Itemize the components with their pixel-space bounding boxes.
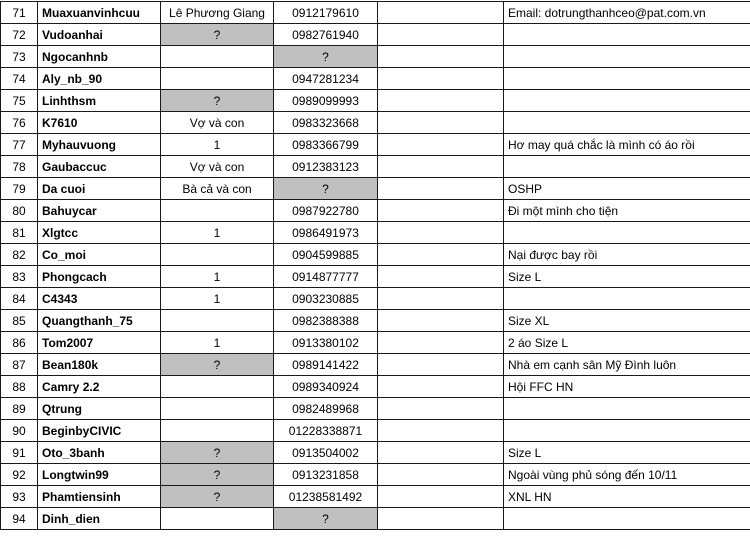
username-cell[interactable]: Myhauvuong [38,134,161,156]
note-cell[interactable] [504,222,750,244]
companion-cell[interactable]: 1 [161,222,274,244]
empty-cell[interactable] [378,178,504,200]
phone-cell[interactable]: 0989340924 [274,376,378,398]
row-number-cell[interactable]: 83 [1,266,38,288]
username-cell[interactable]: Ngocanhnb [38,46,161,68]
companion-cell[interactable]: ? [161,90,274,112]
empty-cell[interactable] [378,90,504,112]
phone-cell[interactable]: 0983366799 [274,134,378,156]
empty-cell[interactable] [378,354,504,376]
row-number-cell[interactable]: 94 [1,508,38,530]
companion-cell[interactable]: 1 [161,332,274,354]
companion-cell[interactable]: 1 [161,288,274,310]
row-number-cell[interactable]: 86 [1,332,38,354]
table-row [1,420,750,442]
companion-cell[interactable]: 1 [161,266,274,288]
note-cell[interactable] [504,420,750,442]
phone-cell[interactable]: 0913231858 [274,464,378,486]
row-number-cell[interactable]: 71 [1,2,38,24]
row-number-cell[interactable]: 80 [1,200,38,222]
phone-cell[interactable]: 0983323668 [274,112,378,134]
username-cell[interactable]: Qtrung [38,398,161,420]
username-cell[interactable]: BeginbyCIVIC [38,420,161,442]
empty-cell[interactable] [378,112,504,134]
row-number-cell[interactable]: 92 [1,464,38,486]
companion-cell[interactable]: Vợ và con [161,156,274,178]
note-cell[interactable] [504,156,750,178]
note-cell[interactable]: Đi một mình cho tiện [504,200,750,222]
row-number-cell[interactable]: 87 [1,354,38,376]
note-cell[interactable]: 2 áo Size L [504,332,750,354]
username-cell[interactable]: Gaubaccuc [38,156,161,178]
empty-cell[interactable] [378,222,504,244]
table-row [1,134,750,156]
table-row [1,442,750,464]
companion-cell[interactable]: Vợ và con [161,112,274,134]
username-cell[interactable]: Aly_nb_90 [38,68,161,90]
empty-cell[interactable] [378,310,504,332]
phone-cell[interactable]: 0982761940 [274,24,378,46]
note-cell[interactable] [504,90,750,112]
table-row [1,68,750,90]
note-cell[interactable] [504,68,750,90]
table-row [1,90,750,112]
phone-cell[interactable]: 0986491973 [274,222,378,244]
row-number-cell[interactable]: 88 [1,376,38,398]
row-number-cell[interactable]: 77 [1,134,38,156]
note-cell[interactable]: Email: dotrungthanhceo@pat.com.vn [504,2,750,24]
companion-cell[interactable] [161,68,274,90]
phone-cell[interactable]: ? [274,46,378,68]
empty-cell[interactable] [378,486,504,508]
empty-cell[interactable] [378,24,504,46]
username-cell[interactable]: Co_moi [38,244,161,266]
phone-cell[interactable]: ? [274,178,378,200]
table-row [1,266,750,288]
empty-cell[interactable] [378,244,504,266]
companion-cell[interactable]: Bà cả và con [161,178,274,200]
username-cell[interactable]: Muaxuanvinhcuu [38,2,161,24]
username-cell[interactable]: K7610 [38,112,161,134]
empty-cell[interactable] [378,288,504,310]
phone-cell[interactable]: 0913380102 [274,332,378,354]
note-cell[interactable] [504,46,750,68]
username-cell[interactable]: Longtwin99 [38,464,161,486]
empty-cell[interactable] [378,508,504,530]
empty-cell[interactable] [378,398,504,420]
row-number-cell[interactable]: 93 [1,486,38,508]
phone-cell[interactable]: 0914877777 [274,266,378,288]
row-number-cell[interactable]: 82 [1,244,38,266]
note-cell[interactable]: Hội FFC HN [504,376,750,398]
row-number-cell[interactable]: 91 [1,442,38,464]
phone-cell[interactable]: 0982388388 [274,310,378,332]
companion-cell[interactable]: ? [161,486,274,508]
companion-cell[interactable] [161,244,274,266]
username-cell[interactable]: Phamtiensinh [38,486,161,508]
table-row [1,288,750,310]
table-row [1,332,750,354]
companion-cell[interactable] [161,46,274,68]
row-number-cell[interactable]: 75 [1,90,38,112]
phone-cell[interactable]: 0913504002 [274,442,378,464]
username-cell[interactable]: C4343 [38,288,161,310]
table-row [1,178,750,200]
table-row [1,486,750,508]
username-cell[interactable]: Tom2007 [38,332,161,354]
companion-cell[interactable]: ? [161,24,274,46]
row-number-cell[interactable]: 72 [1,24,38,46]
table-row [1,46,750,68]
spreadsheet-table [0,1,750,530]
username-cell[interactable]: Camry 2.2 [38,376,161,398]
table-row [1,112,750,134]
empty-cell[interactable] [378,332,504,354]
empty-cell[interactable] [378,156,504,178]
note-cell[interactable] [504,398,750,420]
table-row [1,222,750,244]
companion-cell[interactable] [161,420,274,442]
note-cell[interactable] [504,112,750,134]
row-number-cell[interactable]: 79 [1,178,38,200]
row-number-cell[interactable]: 76 [1,112,38,134]
companion-cell[interactable] [161,310,274,332]
note-cell[interactable]: Nại được bay rồi [504,244,750,266]
row-number-cell[interactable]: 73 [1,46,38,68]
note-cell[interactable]: OSHP [504,178,750,200]
empty-cell[interactable] [378,442,504,464]
phone-cell[interactable]: 0989141422 [274,354,378,376]
row-number-cell[interactable]: 89 [1,398,38,420]
table-row [1,2,750,24]
companion-cell[interactable]: 1 [161,134,274,156]
empty-cell[interactable] [378,2,504,24]
companion-cell[interactable] [161,376,274,398]
empty-cell[interactable] [378,420,504,442]
empty-cell[interactable] [378,266,504,288]
phone-cell[interactable]: 01228338871 [274,420,378,442]
phone-cell[interactable]: 0987922780 [274,200,378,222]
username-cell[interactable]: Linhthsm [38,90,161,112]
username-cell[interactable]: Da cuoi [38,178,161,200]
phone-cell[interactable]: ? [274,508,378,530]
note-cell[interactable]: Size L [504,266,750,288]
table-row [1,156,750,178]
table-row [1,24,750,46]
username-cell[interactable]: Bean180k [38,354,161,376]
note-cell[interactable]: Nhà em cạnh sân Mỹ Đình luôn [504,354,750,376]
table-row [1,200,750,222]
username-cell[interactable]: Phongcach [38,266,161,288]
note-cell[interactable]: XNL HN [504,486,750,508]
empty-cell[interactable] [378,376,504,398]
table-row [1,354,750,376]
phone-cell[interactable]: 0947281234 [274,68,378,90]
row-number-cell[interactable]: 81 [1,222,38,244]
username-cell[interactable]: Bahuycar [38,200,161,222]
phone-cell[interactable]: 0904599885 [274,244,378,266]
companion-cell[interactable] [161,398,274,420]
row-number-cell[interactable]: 84 [1,288,38,310]
phone-cell[interactable]: 0989099993 [274,90,378,112]
companion-cell[interactable]: ? [161,442,274,464]
companion-cell[interactable]: Lê Phương Giang [161,2,274,24]
username-cell[interactable]: Xlgtcc [38,222,161,244]
row-number-cell[interactable]: 90 [1,420,38,442]
companion-cell[interactable]: ? [161,354,274,376]
note-cell[interactable] [504,24,750,46]
table-row [1,508,750,530]
row-number-cell[interactable]: 78 [1,156,38,178]
note-cell[interactable]: Size XL [504,310,750,332]
note-cell[interactable]: Ngoài vùng phủ sóng đến 10/11 [504,464,750,486]
companion-cell[interactable] [161,200,274,222]
row-number-cell[interactable]: 85 [1,310,38,332]
empty-cell[interactable] [378,464,504,486]
table-row [1,464,750,486]
username-cell[interactable]: Vudoanhai [38,24,161,46]
note-cell[interactable]: Hơ may quá chắc là mình có áo rồi [504,134,750,156]
row-number-cell[interactable]: 74 [1,68,38,90]
companion-cell[interactable]: ? [161,464,274,486]
username-cell[interactable]: Dinh_dien [38,508,161,530]
empty-cell[interactable] [378,68,504,90]
phone-cell[interactable]: 0912179610 [274,2,378,24]
table-row [1,310,750,332]
phone-cell[interactable]: 0982489968 [274,398,378,420]
empty-cell[interactable] [378,200,504,222]
phone-cell[interactable]: 0903230885 [274,288,378,310]
username-cell[interactable]: Oto_3banh [38,442,161,464]
note-cell[interactable]: Size L [504,442,750,464]
table-row [1,398,750,420]
spreadsheet-body [1,2,750,530]
table-row [1,376,750,398]
phone-cell[interactable]: 0912383123 [274,156,378,178]
phone-cell[interactable]: 01238581492 [274,486,378,508]
companion-cell[interactable] [161,508,274,530]
username-cell[interactable]: Quangthanh_75 [38,310,161,332]
empty-cell[interactable] [378,134,504,156]
note-cell[interactable] [504,288,750,310]
note-cell[interactable] [504,508,750,530]
table-row [1,244,750,266]
empty-cell[interactable] [378,46,504,68]
